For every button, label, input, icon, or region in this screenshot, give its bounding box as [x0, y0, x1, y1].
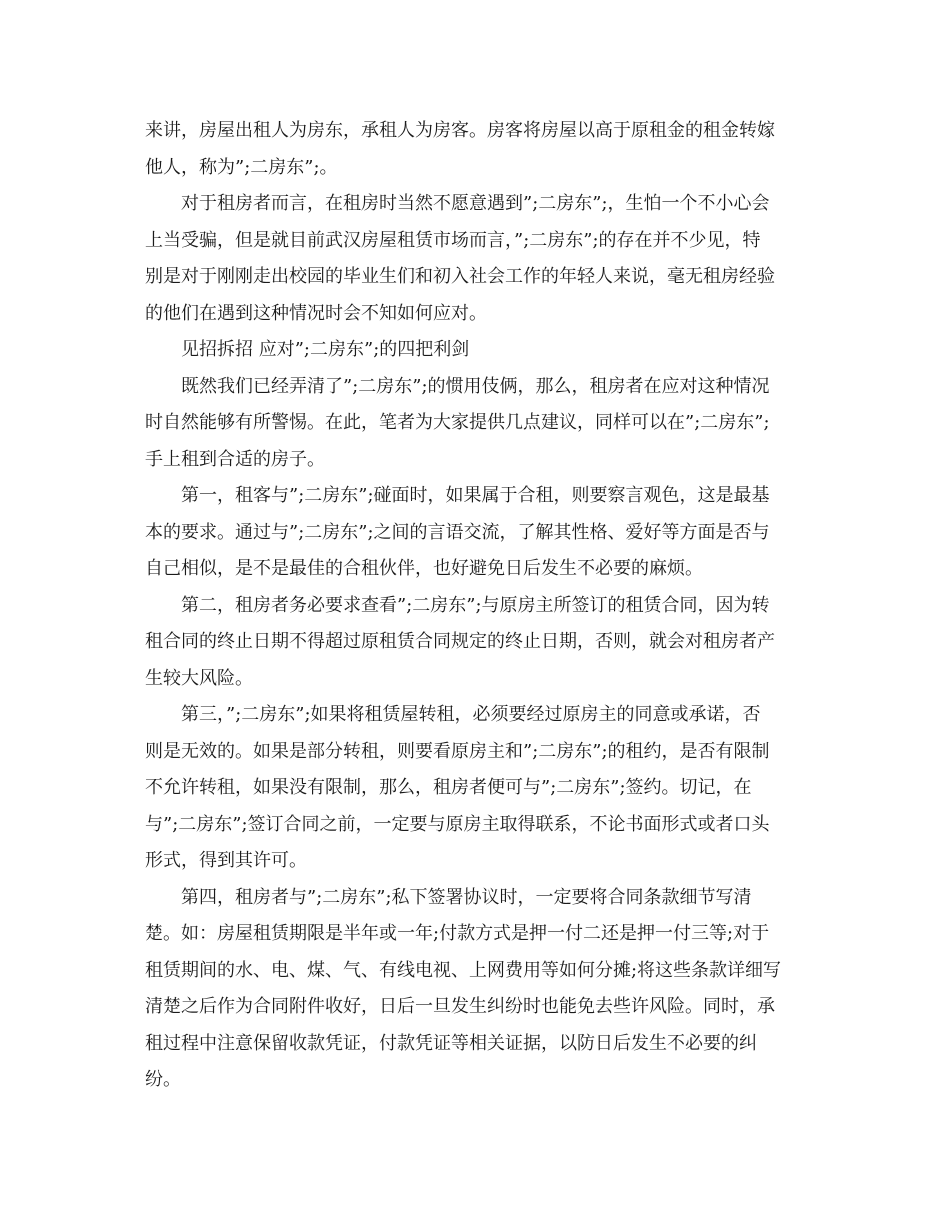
text-line: 租过程中注意保留收款凭证，付款凭证等相关证据，以防日后发生不必要的纠 [145, 1032, 757, 1054]
paragraph [145, 588, 805, 698]
document-body [145, 113, 805, 1099]
text-line: 租赁期间的水、电、煤、气、有线电视、上网费用等如何分摊;将这些条款详细写 [145, 959, 782, 981]
paragraph [145, 478, 805, 588]
text-line: 清楚之后作为合同附件收好，日后一旦发生纠纷时也能免去些许风险。同时，承 [145, 996, 775, 1017]
paragraph [145, 113, 805, 186]
paragraph [145, 186, 805, 332]
text-line: 对于租房者而言，在租房时当然不愿意遇到”;二房东”;，生怕一个不小心会 [181, 193, 770, 214]
text-line: 既然我们已经弄清了”;二房东”;的惯用伎俩，那么，租房者在应对这种情况 [181, 375, 770, 397]
text-line: 来讲，房屋出租人为房东，承租人为房客。房客将房屋以高于原租金的租金转嫁 [145, 120, 775, 141]
text-line: 不允许转租，如果没有限制，那么，租房者便可与”;二房东”;签约。切记，在 [145, 777, 752, 798]
text-line: 第一，租客与”;二房东”;碰面时，如果属于合租，则要察言观色，这是最基 [181, 485, 770, 506]
text-line: 第二，租房者务必要求查看”;二房东”;与原房主所签订的租赁合同，因为转 [181, 594, 770, 616]
text-line: 他人，称为”;二房东”;。 [145, 156, 338, 178]
text-line: 见招拆招 应对”;二房东”;的四把利剑 [181, 339, 470, 360]
section-heading [145, 332, 805, 369]
text-line: 租合同的终止日期不得超过原租赁合同规定的终止日期，否则，就会对租房者产 [145, 631, 775, 652]
text-line: 则是无效的。如果是部分转租，则要看原房主和”;二房东”;的租约，是否有限制 [145, 740, 770, 762]
text-line: 手上租到合适的房子。 [145, 448, 325, 470]
paragraph [145, 697, 805, 880]
text-line: 本的要求。通过与”;二房东”;之间的言语交流，了解其性格、爱好等方面是否与 [145, 521, 770, 543]
text-line: 纷。 [145, 1069, 181, 1090]
paragraph [145, 369, 805, 479]
text-line: 时自然能够有所警惕。在此，笔者为大家提供几点建议，同样可以在”;二房东”; [145, 412, 770, 433]
text-line: 上当受骗，但是就目前武汉房屋租赁市场而言，”;二房东”;的存在并不少见，特 [145, 229, 761, 251]
text-line: 自己相似，是不是最佳的合租伙伴，也好避免日后发生不必要的麻烦。 [145, 558, 703, 579]
text-line: 生较大风险。 [145, 667, 253, 689]
text-line: 楚。如：房屋租赁期限是半年或一年;付款方式是押一付二还是押一付三等;对于 [145, 923, 770, 944]
text-line: 的他们在遇到这种情况时会不知如何应对。 [145, 302, 487, 324]
text-line: 形式，得到其许可。 [145, 850, 307, 871]
text-line: 与”;二房东”;签订合同之前，一定要与原房主取得联系，不论书面形式或者口头 [145, 813, 770, 835]
text-line: 第三，”;二房东”;如果将租赁屋转租，必须要经过原房主的同意或承诺，否 [181, 704, 761, 725]
text-line: 第四，租房者与”;二房东”;私下签署协议时，一定要将合同条款细节写清 [181, 886, 752, 908]
paragraph [145, 880, 805, 1099]
text-line: 别是对于刚刚走出校园的毕业生们和初入社会工作的年轻人来说，毫无租房经验 [145, 266, 775, 287]
